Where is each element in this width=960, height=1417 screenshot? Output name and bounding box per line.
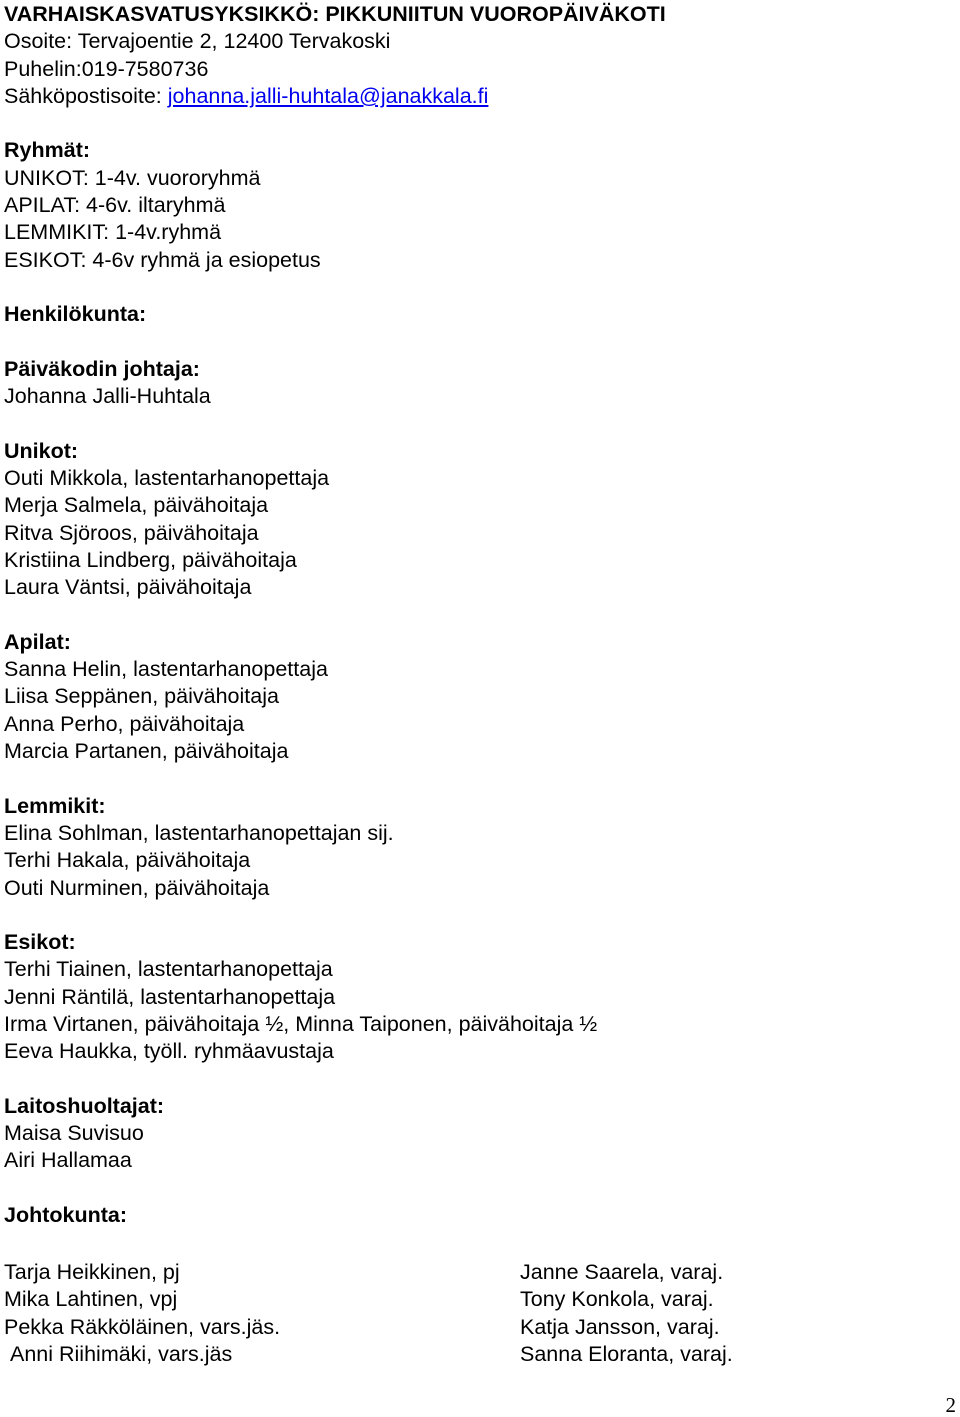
spacer bbox=[4, 1066, 954, 1093]
page-number: 2 bbox=[945, 1393, 956, 1417]
email-line bbox=[4, 83, 954, 110]
director-heading: Päiväkodin johtaja: bbox=[4, 356, 200, 381]
board-deputy: Tony Konkola, varaj. bbox=[520, 1287, 714, 1312]
staff-member: Merja Salmela, päivähoitaja bbox=[4, 493, 269, 518]
board-deputy: Sanna Eloranta, varaj. bbox=[520, 1341, 733, 1366]
staff-member: Sanna Helin, lastentarhanopettaja bbox=[4, 657, 328, 682]
staff-member: Anna Perho, päivähoitaja bbox=[4, 711, 245, 736]
staff-member: Outi Nurminen, päivähoitaja bbox=[4, 875, 270, 900]
laitoshuoltajat-heading: Laitoshuoltajat: bbox=[4, 1093, 165, 1118]
staff-member: Terhi Tiainen, lastentarhanopettaja bbox=[4, 957, 333, 982]
unikot-heading: Unikot: bbox=[4, 438, 79, 463]
staff-member: Kristiina Lindberg, päivähoitaja bbox=[4, 547, 297, 572]
apilat-heading: Apilat: bbox=[4, 629, 71, 654]
board-member: Mika Lahtinen, vpj bbox=[4, 1287, 178, 1312]
esikot-heading: Esikot: bbox=[4, 930, 76, 955]
address-line: Osoite: Tervajoentie 2, 12400 Tervakoski bbox=[4, 29, 391, 54]
staff-member: Outi Mikkola, lastentarhanopettaja bbox=[4, 466, 330, 491]
staff-member: Jenni Räntilä, lastentarhanopettaja bbox=[4, 984, 336, 1009]
board-row bbox=[4, 1259, 904, 1286]
group-item: APILAT: 4-6v. iltaryhmä bbox=[4, 193, 226, 218]
board-row bbox=[4, 1286, 904, 1313]
spacer bbox=[4, 410, 954, 437]
group-item: LEMMIKIT: 1-4v.ryhmä bbox=[4, 220, 222, 245]
staff-member: Irma Virtanen, päivähoitaja ½, Minna Taiponen, päivähoitaja ½ bbox=[4, 1011, 598, 1036]
spacer bbox=[4, 110, 954, 137]
unit-title: VARHAISKASVATUSYKSIKKÖ: PIKKUNIITUN VUOROPÄIVÄKOTI bbox=[4, 2, 666, 26]
document-page bbox=[4, 1, 954, 1229]
spacer bbox=[4, 329, 954, 356]
groups-heading: Ryhmät: bbox=[4, 138, 91, 163]
staff-member: Airi Hallamaa bbox=[4, 1148, 132, 1173]
spacer bbox=[4, 1175, 954, 1202]
staff-member: Liisa Seppänen, päivähoitaja bbox=[4, 684, 279, 709]
staff-member: Eeva Haukka, työll. ryhmäavustaja bbox=[4, 1039, 334, 1064]
group-item: ESIKOT: 4-6v ryhmä ja esiopetus bbox=[4, 247, 321, 272]
staff-member: Laura Väntsi, päivähoitaja bbox=[4, 575, 252, 600]
board-deputy: Janne Saarela, varaj. bbox=[520, 1260, 724, 1284]
staff-member: Maisa Suvisuo bbox=[4, 1121, 144, 1146]
director-name: Johanna Jalli-Huhtala bbox=[4, 384, 211, 409]
board-member: Anni Riihimäki, vars.jäs bbox=[10, 1341, 233, 1366]
board-row bbox=[4, 1314, 904, 1341]
staff-member: Marcia Partanen, päivähoitaja bbox=[4, 739, 289, 764]
group-item: UNIKOT: 1-4v. vuororyhmä bbox=[4, 165, 261, 190]
spacer bbox=[4, 602, 954, 629]
board-row bbox=[4, 1341, 904, 1368]
staff-member: Terhi Hakala, päivähoitaja bbox=[4, 848, 251, 873]
board-members bbox=[4, 1259, 904, 1368]
board-heading: Johtokunta: bbox=[4, 1203, 128, 1228]
phone-line: Puhelin:019-7580736 bbox=[4, 56, 209, 81]
staff-member: Elina Sohlman, lastentarhanopettajan sij. bbox=[4, 820, 394, 845]
email-link[interactable]: johanna.jalli-huhtala@janakkala.fi bbox=[167, 83, 489, 108]
staff-member: Ritva Sjöroos, päivähoitaja bbox=[4, 520, 259, 545]
staff-heading: Henkilökunta: bbox=[4, 302, 147, 327]
spacer bbox=[4, 902, 954, 929]
board-member: Tarja Heikkinen, pj bbox=[4, 1260, 180, 1284]
lemmikit-heading: Lemmikit: bbox=[4, 793, 106, 818]
email-label: Sähköpostisoite: bbox=[4, 83, 168, 108]
board-member: Pekka Räkköläinen, vars.jäs. bbox=[4, 1314, 281, 1339]
spacer bbox=[4, 274, 954, 301]
spacer bbox=[4, 765, 954, 792]
board-deputy: Katja Jansson, varaj. bbox=[520, 1314, 720, 1339]
